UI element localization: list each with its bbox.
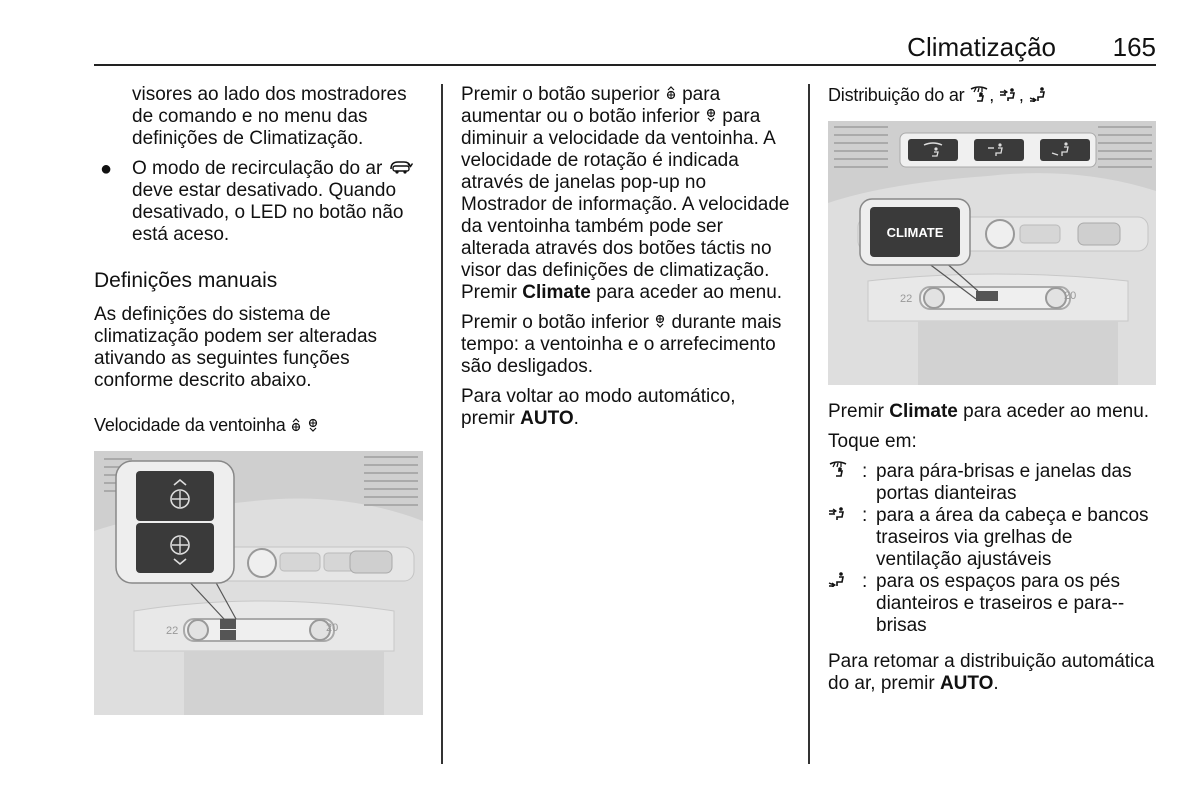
fan-down-icon bbox=[654, 312, 666, 334]
climate-menu-paragraph: Premir Climate para aceder ao menu. bbox=[828, 401, 1150, 423]
touch-paragraph: Toque em: bbox=[828, 431, 917, 453]
chapter-title: Climatização bbox=[907, 32, 1056, 62]
bullet-text-b: deve estar desativado. Quando desativado, o LED no botão não está aceso. bbox=[132, 180, 404, 246]
heading-manual-settings: Definições manuais bbox=[94, 269, 278, 293]
fan-paragraph: Premir o botão superior para aumentar ou o botão inferior para diminuir a velocidade da ventoinha. A velocidade de rotação é indicada através de janelas pop-up no Mostrador de informação. A velocidade da ventoinha também pode ser alterada através dos botões táctis no visor das definições de climatização. Premir Climate para aceder ao menu. bbox=[461, 84, 790, 304]
column-3 bbox=[828, 84, 1160, 703]
intro-paragraph: visores ao lado dos mostradores de comando e no menu das definições de Climatização. bbox=[132, 84, 407, 149]
bullet-text-a: O modo de recirculação do ar bbox=[132, 158, 383, 180]
foot-airflow-icon bbox=[1029, 85, 1049, 107]
column-divider-1 bbox=[441, 84, 443, 764]
list-item bbox=[94, 158, 424, 246]
heading-air-distribution: Distribuição do ar , , bbox=[828, 84, 1160, 107]
auto-keyword: AUTO bbox=[939, 673, 994, 695]
manual-paragraph: As definições do sistema de climatização podem ser alteradas ativando as seguintes funções conforme descrito abaixo. bbox=[94, 304, 378, 392]
fan-down-icon bbox=[705, 106, 717, 128]
right-temp-label: 20 bbox=[326, 622, 339, 635]
definition-list bbox=[828, 461, 1160, 637]
fan-off-paragraph: Premir o botão inferior durante mais tempo: a ventoinha e o arrefecimento são desligados. bbox=[461, 312, 782, 378]
fan-down-icon bbox=[307, 415, 319, 437]
foot-airflow-icon bbox=[828, 571, 862, 637]
climate-button[interactable] bbox=[870, 207, 960, 257]
page-number: 165 bbox=[1112, 32, 1156, 62]
auto-paragraph: Para voltar ao modo automático, premir AUTO. bbox=[461, 386, 736, 430]
head-airflow-icon bbox=[828, 505, 862, 571]
foot-vent-button[interactable] bbox=[1040, 139, 1090, 161]
right-temp-label: 20 bbox=[1064, 290, 1077, 303]
list-item: : para a área da cabeça e bancos traseiros via grelhas de ventilação ajustáveis bbox=[828, 505, 1160, 571]
left-temp-label: 22 bbox=[900, 293, 913, 306]
windscreen-airflow-icon bbox=[828, 461, 862, 505]
recirculation-icon bbox=[388, 158, 414, 180]
auto-distribution-paragraph: Para retomar a distribuição automática do ar, premir AUTO. bbox=[828, 651, 1155, 695]
fan-up-icon bbox=[665, 84, 677, 106]
windscreen-button[interactable] bbox=[908, 139, 958, 161]
header-divider bbox=[94, 64, 1156, 66]
fan-control-illustration bbox=[94, 451, 423, 715]
heading-fan-speed: Velocidade da ventoinha bbox=[94, 414, 424, 437]
column-2 bbox=[461, 84, 793, 438]
fan-up-icon bbox=[290, 415, 302, 437]
climate-keyword: Climate bbox=[522, 282, 591, 304]
left-temp-label: 22 bbox=[166, 625, 179, 638]
head-airflow-icon bbox=[999, 85, 1019, 107]
climate-keyword: Climate bbox=[889, 401, 958, 423]
climate-button-label: CLIMATE bbox=[886, 225, 944, 241]
bullet-icon: ● bbox=[100, 158, 113, 180]
column-divider-2 bbox=[808, 84, 810, 764]
list-item: : para pára-brisas e janelas das portas dianteiras bbox=[828, 461, 1160, 505]
list-item: : para os espaços para os pés dianteiros e traseiros e para--brisas bbox=[828, 571, 1160, 637]
windscreen-airflow-icon bbox=[969, 85, 989, 107]
column-1 bbox=[94, 84, 424, 715]
auto-keyword: AUTO bbox=[520, 408, 574, 430]
head-vent-button[interactable] bbox=[974, 139, 1024, 161]
climate-control-illustration bbox=[828, 121, 1156, 385]
